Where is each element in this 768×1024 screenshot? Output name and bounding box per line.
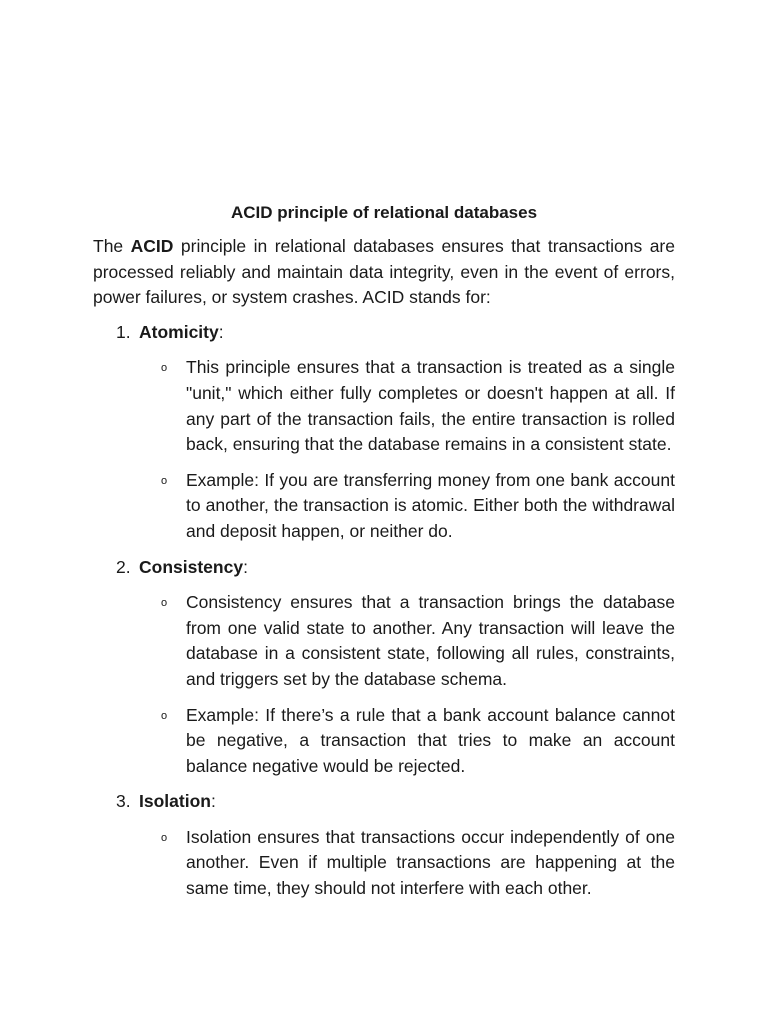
list-item-label: Consistency bbox=[139, 556, 244, 577]
list-item-consistency bbox=[93, 555, 675, 581]
sub-point-text: Example: If you are transferring money from one bank account to another, the transaction is atomic. Either both the withdrawal and deposit happen, or neither do. bbox=[186, 469, 675, 541]
circle-bullet-icon: o bbox=[161, 474, 168, 487]
sub-point bbox=[93, 355, 675, 457]
list-item-label: Isolation bbox=[139, 791, 211, 812]
sub-point bbox=[93, 590, 675, 692]
intro-paragraph bbox=[93, 234, 675, 311]
list-number: 3. bbox=[116, 791, 131, 812]
document-title: ACID principle of relational databases bbox=[230, 203, 538, 222]
list-item-atomicity bbox=[93, 320, 675, 346]
list-item-colon: : bbox=[218, 321, 224, 342]
sub-point-text: Example: If there’s a rule that a bank account balance cannot be negative, a transaction that tries to make an account balance negative would be rejected. bbox=[186, 704, 675, 776]
sub-point-text: Isolation ensures that transactions occur independently of one another. Even if multiple transactions are happening at the same time, they should not interfere with each other. bbox=[186, 826, 675, 899]
sub-point-text: This principle ensures that a transaction is treated as a single "unit," which either fully completes or doesn't happen at all. If any part of the transaction fails, the entire transaction is rolled back, ensuring that the database remains in a consistent state. bbox=[186, 357, 675, 455]
document-body bbox=[93, 234, 675, 912]
intro-text-start: The bbox=[93, 236, 131, 256]
sub-point bbox=[93, 703, 675, 780]
sub-point-text: Consistency ensures that a transaction brings the database from one valid state to another. Any transaction will leave the database in a consistent state, following all rules, constraints, and triggers set by the database schema. bbox=[186, 592, 675, 689]
sub-point bbox=[93, 468, 675, 545]
list-item-colon: : bbox=[210, 791, 216, 812]
intro-bold-term: ACID bbox=[130, 236, 174, 256]
list-number: 2. bbox=[116, 556, 131, 577]
list-item-label: Atomicity bbox=[139, 321, 219, 342]
circle-bullet-icon: o bbox=[161, 597, 168, 610]
circle-bullet-icon: o bbox=[161, 362, 168, 375]
list-number: 1. bbox=[116, 321, 131, 342]
list-item-colon: : bbox=[243, 556, 248, 577]
list-item-isolation bbox=[93, 789, 675, 815]
circle-bullet-icon: o bbox=[161, 709, 168, 722]
circle-bullet-icon: o bbox=[161, 831, 168, 844]
sub-point bbox=[93, 825, 675, 902]
intro-text-rest: principle in relational databases ensures that transactions are processed reliably and maintain data integrity, even in the event of errors, power failures, or system crashes. ACID stands for: bbox=[93, 236, 675, 308]
